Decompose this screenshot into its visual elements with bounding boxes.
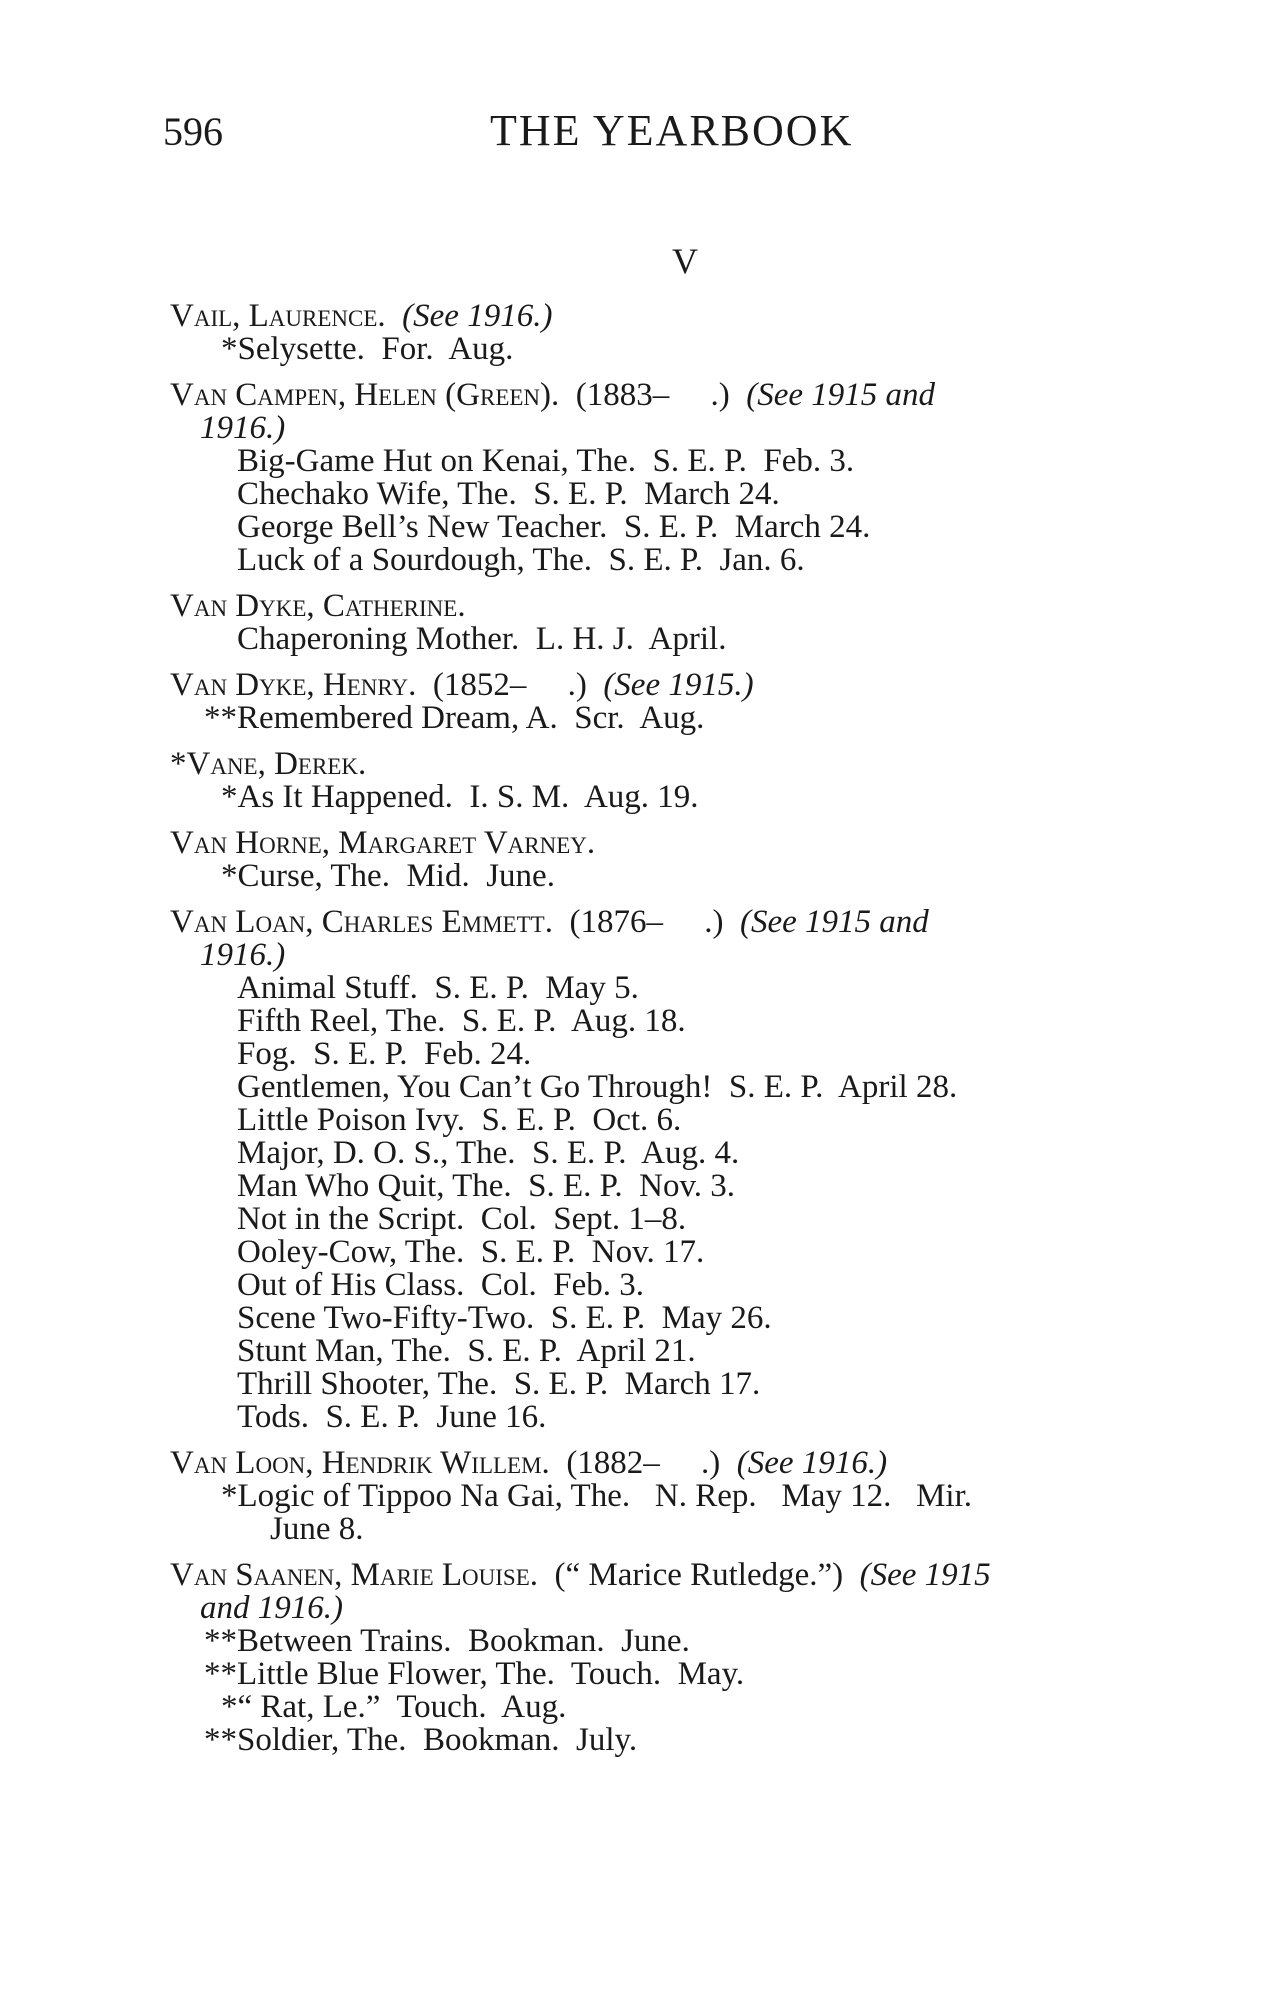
story-listing: *As It Happened. I. S. M. Aug. 19. <box>221 779 699 815</box>
author-name: *Vane, Derek. <box>170 746 367 782</box>
see-also-note: (See 1915.) <box>586 667 754 703</box>
story-listing: Animal Stuff. S. E. P. May 5. <box>237 970 639 1006</box>
story-listing: **Remembered Dream, A. Scr. Aug. <box>204 700 705 736</box>
author-entry <box>170 669 1210 735</box>
see-also-note-continued: and 1916.) <box>200 1590 343 1626</box>
story-listing: Fog. S. E. P. Feb. 24. <box>237 1036 532 1072</box>
author-heading <box>170 669 1210 702</box>
story-listing: Ooley-Cow, The. S. E. P. Nov. 17. <box>237 1234 705 1270</box>
author-heading <box>170 827 1210 860</box>
author-name: Van Dyke, Catherine. <box>170 588 466 624</box>
running-title: THE YEARBOOK <box>490 106 854 155</box>
author-entry <box>170 748 1210 814</box>
author-heading <box>170 1447 1210 1480</box>
author-name: Van Saanen, Marie Louise. <box>170 1557 539 1593</box>
story-listing: George Bell’s New Teacher. S. E. P. March 24. <box>237 509 871 545</box>
author-dates: (1882– .) <box>549 1445 721 1481</box>
author-name: Van Loan, Charles Emmett. <box>170 904 553 940</box>
see-also-note-continued: 1916.) <box>200 410 286 446</box>
story-listing: Fifth Reel, The. S. E. P. Aug. 18. <box>237 1003 686 1039</box>
author-name: Van Loon, Hendrik Willem. <box>170 1445 550 1481</box>
story-listing: Scene Two-Fifty-Two. S. E. P. May 26. <box>237 1300 772 1336</box>
section-letter: V <box>672 241 698 281</box>
story-listing: *“ Rat, Le.” Touch. Aug. <box>221 1689 567 1725</box>
author-dates: (“ Marice Rutledge.”) <box>538 1557 844 1593</box>
story-listing: Not in the Script. Col. Sept. 1–8. <box>237 1201 687 1237</box>
author-heading <box>170 748 1210 781</box>
story-listing: **Soldier, The. Bookman. July. <box>204 1722 638 1758</box>
story-listing: Out of His Class. Col. Feb. 3. <box>237 1267 645 1303</box>
author-entry <box>170 1447 1210 1546</box>
author-entry <box>170 1559 1210 1757</box>
author-heading <box>170 590 1210 623</box>
story-listing: *Selysette. For. Aug. <box>221 331 514 367</box>
page-number: 596 <box>163 109 223 154</box>
author-entry <box>170 379 1210 577</box>
see-also-note: (See 1915 and <box>729 377 936 413</box>
author-name: Vail, Laurence. <box>170 298 386 334</box>
story-listing: Chaperoning Mother. L. H. J. April. <box>237 621 727 657</box>
author-entry <box>170 300 1210 366</box>
author-dates: (1876– .) <box>552 904 724 940</box>
see-also-note: (See 1916.) <box>720 1445 888 1481</box>
see-also-note: (See 1915 and <box>723 904 929 940</box>
author-entry <box>170 906 1210 1434</box>
story-listing: Little Poison Ivy. S. E. P. Oct. 6. <box>237 1102 682 1138</box>
see-also-note: (See 1916.) <box>385 298 553 334</box>
author-name: Van Horne, Margaret Varney. <box>170 825 596 861</box>
see-also-note: (See 1915 <box>843 1557 991 1593</box>
entry-list <box>170 300 1210 1770</box>
author-heading <box>170 1559 1210 1592</box>
story-listing: *Logic of Tippoo Na Gai, The. N. Rep. May 12. Mir. <box>221 1478 973 1514</box>
story-listing: Tods. S. E. P. June 16. <box>237 1399 547 1435</box>
see-also-note-continued: 1916.) <box>200 937 286 973</box>
story-listing: **Little Blue Flower, The. Touch. May. <box>204 1656 745 1692</box>
story-listing: Big-Game Hut on Kenai, The. S. E. P. Feb. 3. <box>237 443 855 479</box>
story-listing: Thrill Shooter, The. S. E. P. March 17. <box>237 1366 761 1402</box>
story-listing: Luck of a Sourdough, The. S. E. P. Jan. 6. <box>237 542 805 578</box>
story-listing: **Between Trains. Bookman. June. <box>204 1623 690 1659</box>
author-heading <box>170 300 1210 333</box>
story-listing: Man Who Quit, The. S. E. P. Nov. 3. <box>237 1168 736 1204</box>
story-listing-continued: June 8. <box>270 1511 364 1547</box>
author-name: Van Campen, Helen (Green). <box>170 377 560 413</box>
author-heading <box>170 906 1210 939</box>
author-name: Van Dyke, Henry. <box>170 667 417 703</box>
story-listing: Major, D. O. S., The. S. E. P. Aug. 4. <box>237 1135 740 1171</box>
story-listing: Chechako Wife, The. S. E. P. March 24. <box>237 476 780 512</box>
story-listing: Gentlemen, You Can’t Go Through! S. E. P. April 28. <box>237 1069 958 1105</box>
author-entry <box>170 590 1210 656</box>
author-entry <box>170 827 1210 893</box>
author-dates: (1883– .) <box>559 377 730 413</box>
author-dates: (1852– .) <box>416 667 587 703</box>
story-listing: Stunt Man, The. S. E. P. April 21. <box>237 1333 696 1369</box>
author-heading <box>170 379 1210 412</box>
story-listing: *Curse, The. Mid. June. <box>221 858 555 894</box>
